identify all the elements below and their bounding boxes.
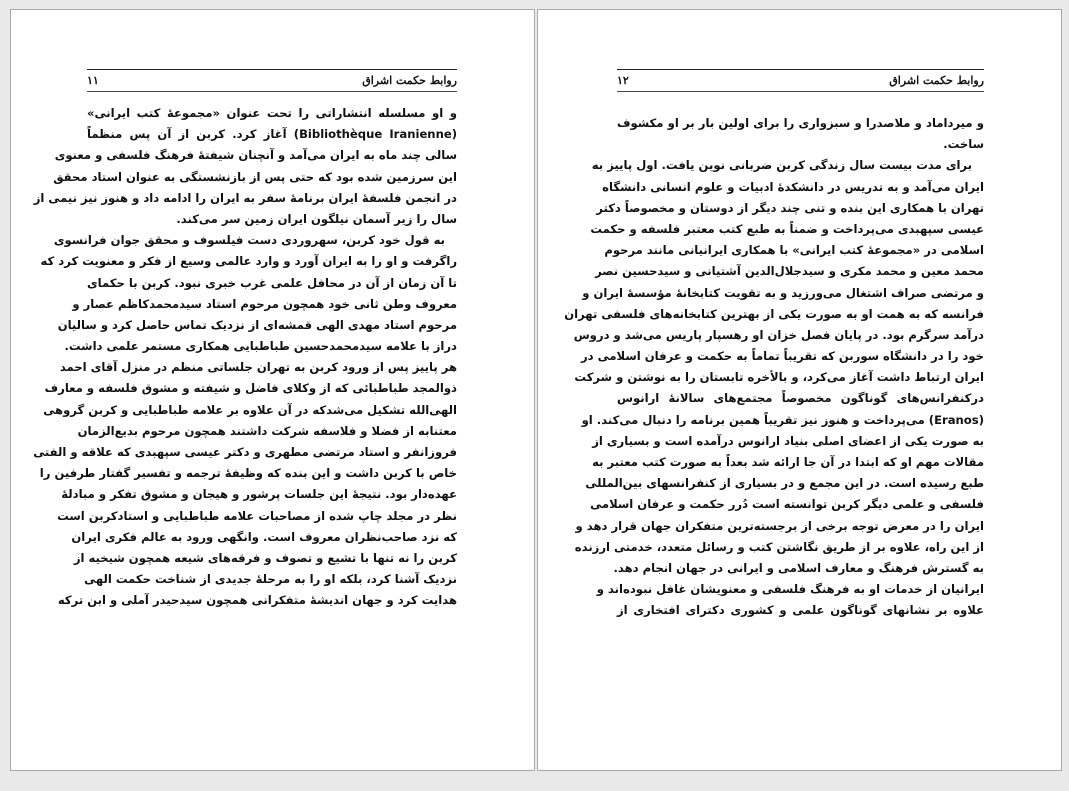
page-number: ۱۱ bbox=[87, 74, 99, 87]
text-line: معروف وطن ثانی خود همچون مرحوم استاد سیدمحمدکاظم عصار و bbox=[72, 296, 457, 311]
text-line: فلسفی و علمی دیگر کربن توانسته است دُرر حکمت و عرفان اسلامی bbox=[590, 497, 984, 512]
text-line: (Bibliothèque Iranienne) آغاز کرد. کربن از آن پس منظماً bbox=[87, 127, 457, 142]
text-line: الهی‌الله تشکیل می‌شدکه در آن علاوه بر علامه طباطبایی و کربن گروهی bbox=[43, 402, 457, 417]
text-line: به گسترش فرهنگ و معارف اسلامی و ایرانی در جهان انجام دهد. bbox=[613, 560, 984, 575]
text-line: که نزد صاحب‌نظران معروف است. وانگهی ورود به عالم فکری ایران bbox=[71, 529, 457, 544]
text-line: برای مدت بیست سال زندگی کربن ضربانی نوین یافت. اول پاییز به bbox=[591, 158, 972, 173]
text-line: خود را در دانشگاه سوربن که تقریباً تماماً به حکمت و عرفان اسلامی در bbox=[580, 349, 984, 364]
text-line: ایرانیان از خدمات او به فرهنگ فلسفی و معنویشان غافل نبوده‌اند و bbox=[596, 582, 984, 597]
text-line: به صورت یکی از اعضای اصلی بنیاد ارانوس درآمده است و بسیاری از bbox=[592, 433, 984, 448]
text-line: طبع رسیده است. در این مجمع و در بسیاری از کنفرانسهای بین‌المللی bbox=[585, 476, 984, 491]
text-line: درآمد سرگرم بود. در پایان فصل خزان او رهسپار پاریس می‌شد و دروس bbox=[573, 327, 984, 342]
page-number: ۱۲ bbox=[617, 74, 629, 87]
running-title: روابط حکمت اشراق bbox=[889, 74, 984, 87]
running-head bbox=[87, 69, 457, 92]
text-line: هدایت کرد و جهان اندیشهٔ متفکرانی همچون سیدحیدر آملی و ابن ترکه bbox=[57, 593, 457, 608]
header-rule bbox=[87, 91, 457, 92]
text-line: کربن را نه تنها با تشیع و تصوف و فرقه‌های شیعه همچون شیخیه از bbox=[73, 550, 457, 565]
page-body-text bbox=[33, 103, 457, 612]
text-line: این سرزمین شده بود که حتی پس از بازنشستگی به عنوان استاد محقق bbox=[53, 169, 457, 184]
text-line: و او مسلسله انتشاراتی را تحت عنوان «مجموعهٔ کتب ایرانی» bbox=[87, 106, 457, 120]
text-line: ذوالمجد طباطبائی که از وکلای فاضل و شیفته و مشوق فلسفه و معارف bbox=[44, 381, 457, 396]
book-page-left bbox=[10, 9, 535, 771]
text-line: اسلامی در «مجموعهٔ کتب ایرانی» با همکاری ایرانیانی مانند مرحوم bbox=[604, 243, 984, 258]
text-line: و میرداماد و ملاصدرا و سبزواری را برای اولین بار بر او مکشوف bbox=[617, 116, 984, 130]
running-title: روابط حکمت اشراق bbox=[362, 74, 457, 87]
text-line: محمد معین و محمد مکری و سیدجلال‌الدین آشتیانی و سیدحسین نصر bbox=[595, 264, 984, 279]
text-line: (Eranos) می‌پرداخت و هنوز نیز تقریباً همین برنامه را دنبال می‌کند. او bbox=[581, 412, 984, 427]
text-line: سالی چند ماه به ایران می‌آمد و آنچنان شیفتهٔ فرهنگ فلسفی و معنوی bbox=[54, 148, 457, 163]
text-line: نزدیک آشنا کرد، بلکه او را به مرحلهٔ جدیدی از شناخت حکمت الهی bbox=[84, 572, 457, 587]
text-line: به قول خود کربن، سهروردی دست فیلسوف و محقق جوان فرانسوی bbox=[53, 233, 445, 248]
text-line: دراز با علامه سیدمحمدحسین طباطبایی همکاری مستمر علمی داشت. bbox=[64, 339, 457, 354]
text-line: هر پاییز پس از ورود کربن به تهران جلساتی منظم در منزل آقای احمد bbox=[59, 360, 457, 375]
text-line: و مرتضی صراف اشتغال می‌ورزید و به تقویت کتابخانهٔ مؤسسهٔ ایران و bbox=[582, 285, 984, 300]
text-line: مرحوم استاد مهدی الهی قمشه‌ای از نزدیک تماس حاصل کرد و سالیان bbox=[57, 317, 457, 332]
text-line: ایران می‌آمد و به تدریس در دانشکدهٔ ادبیات و علوم انسانی دانشگاه bbox=[602, 179, 984, 194]
text-line: معتنابه از فضلا و فلاسفه شرکت داشتند همچون مرحوم بدیع‌الزمان bbox=[77, 423, 457, 438]
text-line: فرانسه که به همت او به صورت یکی از بهترین کتابخانه‌های فلسفی تهران bbox=[564, 306, 984, 321]
text-line: ایران را در معرض توجه برخی از برجسته‌ترین متفکران جهان قرار دهد و bbox=[575, 518, 984, 533]
text-line: تهران با همکاری این بنده و تنی چند دیگر از دوستان و مخصوصاً دکتر bbox=[596, 200, 984, 215]
running-head bbox=[617, 69, 984, 92]
text-line: علاوه بر نشانهای گوناگون علمی و کشوری دکترای افتخاری از bbox=[617, 603, 984, 618]
text-line: از این راه، علاوه بر از طریق نگاشتن کتب و رسائل متعدد، خدمتی ارزنده bbox=[574, 539, 984, 554]
text-line: خاص با کربن داشت و این بنده که وظیفهٔ ترجمه و تفسیر گفتار طرفین را bbox=[39, 466, 457, 481]
text-line: ایران ارتباط داشت آغاز می‌کرد، و بالأخره تابستان را به نوشتن و شرکت bbox=[574, 370, 984, 385]
text-line: ساخت. bbox=[943, 137, 984, 152]
text-line: تا آن زمان از آن در محافل علمی غرب خبری نبود. کربن با حکمای bbox=[87, 275, 457, 290]
text-line: عیسی سپهبدی می‌پرداخت و ضمناً به طبع کتب معتبر فلسفه و حکمت bbox=[590, 221, 984, 236]
text-line: عهده‌دار بود. نتیجهٔ این جلسات پرشور و هیجان و مشوق تفکر و مبادلهٔ bbox=[61, 487, 457, 502]
text-line: درکنفرانس‌های گوناگون مخصوصاً مجتمع‌های سالانهٔ ارانوس bbox=[617, 391, 984, 406]
text-line: در انجمن فلسفهٔ ایران برنامهٔ سفر به ایران را ادامه داد و هنوز نیز نیمی از bbox=[33, 190, 457, 205]
text-line: سال را زیر آسمان نیلگون ایران زمین سر می‌کند. bbox=[176, 211, 457, 226]
text-line: مقالات مهم او که ابتدا در آن جا ارائه شد بعداً به صورت کتب معتبر به bbox=[592, 455, 984, 469]
header-rule bbox=[617, 91, 984, 92]
text-line: نظر در مجلد چاپ شده از مصاحبات علامه طباطبایی و استادکربن است bbox=[57, 508, 457, 523]
page-body-text bbox=[564, 113, 984, 622]
text-line: راگرفت و او را به ایران آورد و وارد عالمی وسیع از فکر و معنویت کرد که bbox=[40, 254, 457, 269]
text-line: فروزانفر و استاد مرتضی مطهری و دکتر عیسی سپهبدی که علاقه و الفتی bbox=[33, 445, 457, 459]
book-page-right bbox=[537, 9, 1062, 771]
